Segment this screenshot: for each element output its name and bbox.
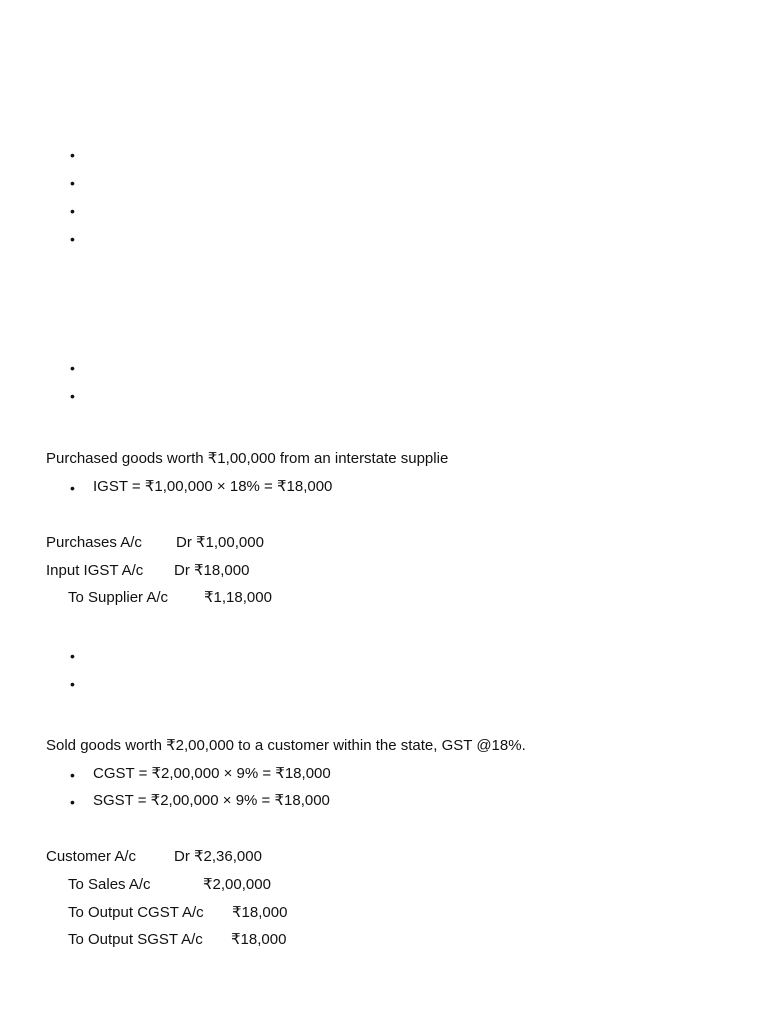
- journal-amount: ₹18,000: [231, 931, 287, 948]
- example1-heading: Purchased goods worth ₹1,00,000 from an interstate supplie: [46, 450, 449, 467]
- journal-amount: Dr ₹2,36,000: [174, 848, 262, 865]
- journal-account: Purchases A/c: [46, 534, 142, 551]
- journal-account: Input IGST A/c: [46, 562, 144, 579]
- journal-account: To Supplier A/c: [68, 589, 169, 606]
- example1-igst-calc: IGST = ₹1,00,000 × 18% = ₹18,000: [93, 478, 333, 495]
- empty-bullet: •: [70, 360, 75, 376]
- journal-account: To Output CGST A/c: [68, 904, 204, 921]
- empty-bullet: •: [70, 203, 75, 219]
- bullet-marker: •: [70, 794, 75, 810]
- empty-bullet: •: [70, 147, 75, 163]
- bullet-marker: •: [70, 480, 75, 496]
- bullet-marker: •: [70, 767, 75, 783]
- journal-account: To Sales A/c: [68, 876, 151, 893]
- example2-cgst-calc: CGST = ₹2,00,000 × 9% = ₹18,000: [93, 765, 331, 782]
- journal-amount: ₹2,00,000: [203, 876, 271, 893]
- empty-bullet: •: [70, 676, 75, 692]
- journal-amount: Dr ₹18,000: [174, 562, 250, 579]
- example2-sgst-calc: SGST = ₹2,00,000 × 9% = ₹18,000: [93, 792, 330, 809]
- journal-amount: ₹1,18,000: [204, 589, 272, 606]
- empty-bullet: •: [70, 648, 75, 664]
- journal-account: Customer A/c: [46, 848, 137, 865]
- empty-bullet: •: [70, 175, 75, 191]
- journal-account: To Output SGST A/c: [68, 931, 203, 948]
- example2-heading: Sold goods worth ₹2,00,000 to a customer within the state, GST @18%.: [46, 737, 526, 754]
- empty-bullet: •: [70, 388, 75, 404]
- journal-amount: Dr ₹1,00,000: [176, 534, 264, 551]
- empty-bullet: •: [70, 231, 75, 247]
- journal-amount: ₹18,000: [232, 904, 288, 921]
